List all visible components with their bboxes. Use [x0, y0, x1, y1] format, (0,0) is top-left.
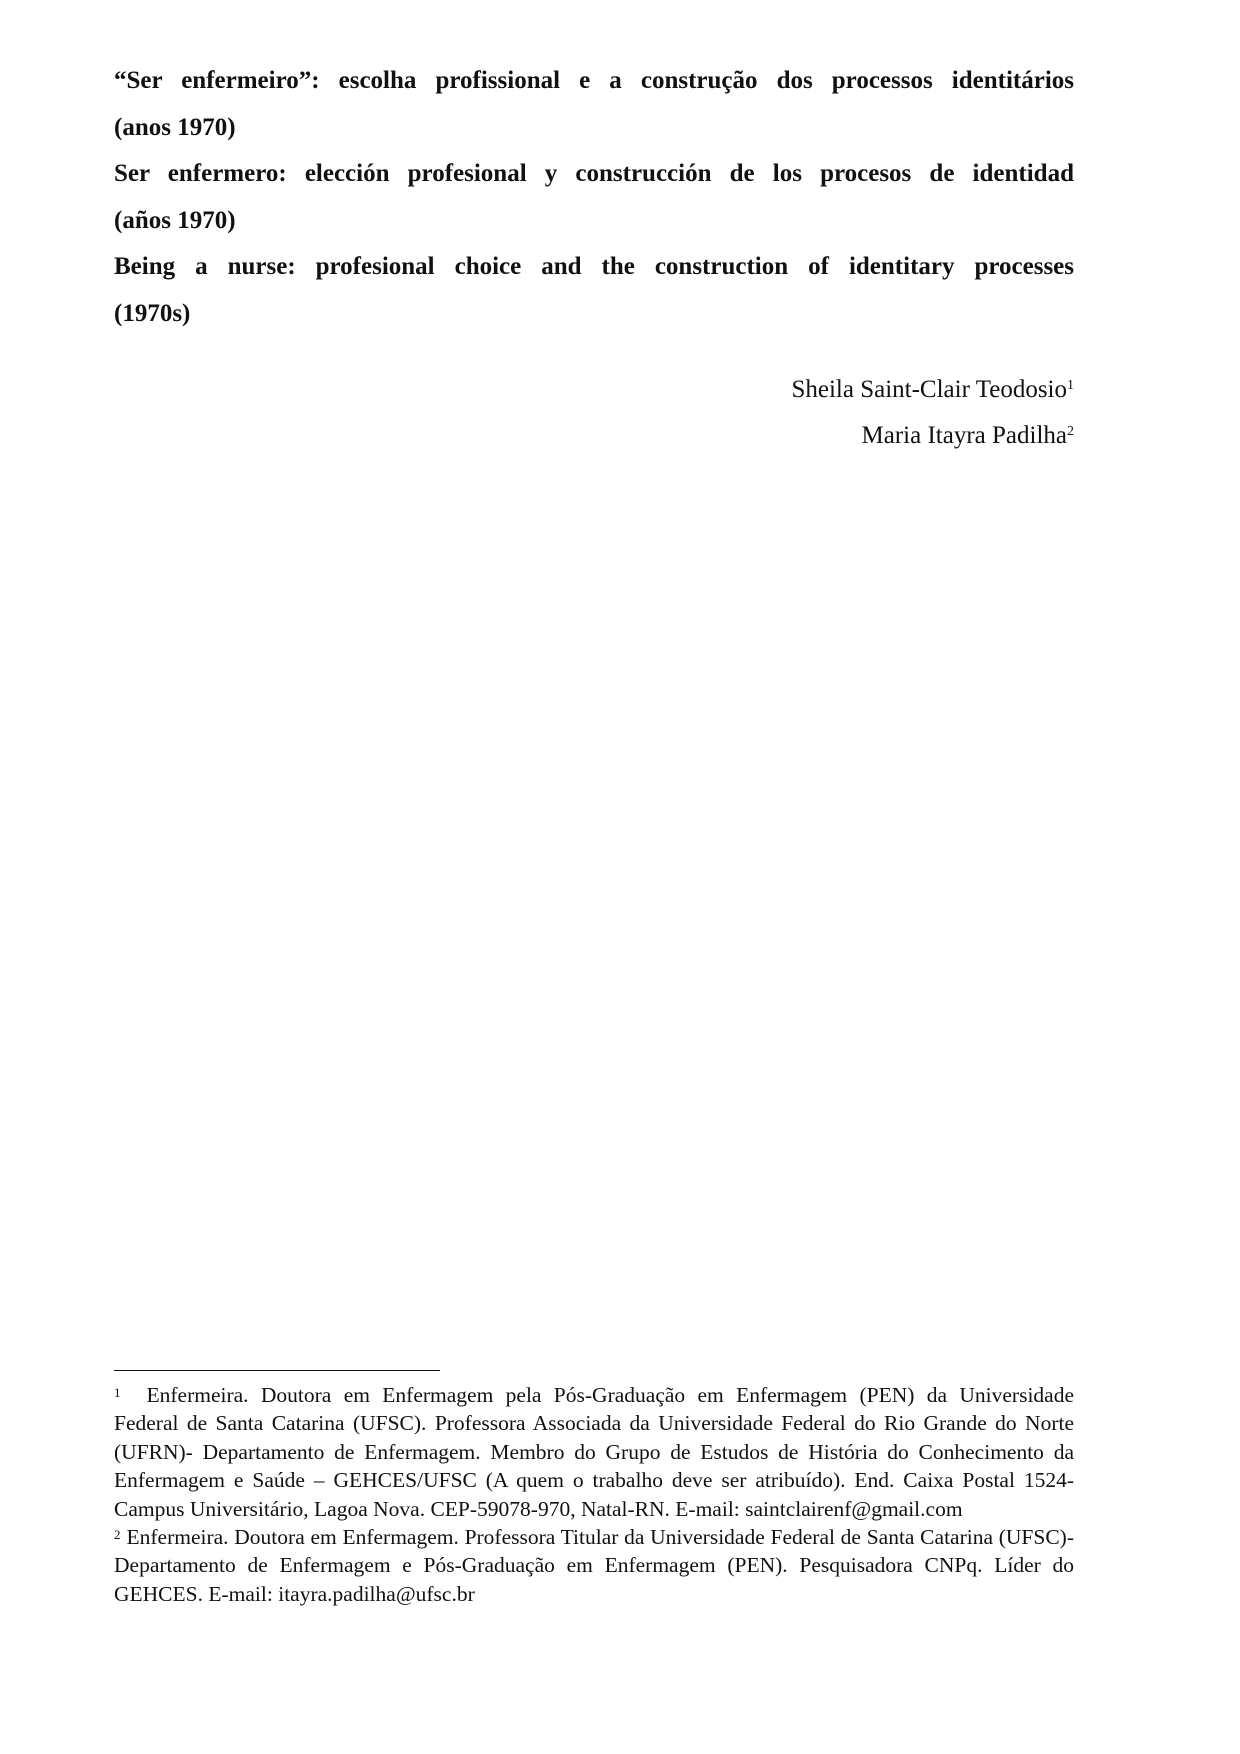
title-portuguese-line-2: (anos 1970) — [114, 113, 236, 141]
author-first — [791, 367, 1074, 413]
footnote-2-mark: 2 — [114, 1527, 121, 1543]
author-second-name: Maria Itayra Padilha — [861, 422, 1067, 449]
author-first-name: Sheila Saint-Clair Teodosio — [791, 376, 1067, 403]
title-spanish-line-1: Ser enfermero: elección profesional y construcción de los procesos de identidad — [114, 160, 1074, 187]
title-portuguese-line-1: “Ser enfermeiro”: escolha profissional e a construção dos processos identitários — [114, 67, 1074, 94]
footnote-1 — [114, 1381, 1074, 1523]
author-block — [791, 367, 1074, 459]
title-block — [114, 58, 1074, 337]
footnote-1-text: Enfermeira. Doutora em Enfermagem pela Pós-Graduação em Enfermagem (PEN) da Universidade Federal de Santa Catarina (UFSC). Professora Associada da Universidade Federal do Rio Grande do Norte (UFRN)- Departamento de Enfermagem. Membro do Grupo de Estudos de História do Conhecimento da Enfermagem e Saúde – GEHCES/UFSC (A quem o trabalho deve ser atribuído). End. Caixa Postal 1524- Campus Universitário, Lagoa Nova. CEP-59078-970, Natal-RN. E-mail: saintclairenf@gmail.com — [114, 1383, 1074, 1521]
author-second — [791, 413, 1074, 459]
title-spanish-line-2: (años 1970) — [114, 206, 236, 234]
footnote-2-text: Enfermeira. Doutora em Enfermagem. Professora Titular da Universidade Federal de Santa Catarina (UFSC)-Departamento de Enfermagem e Pós-Graduação em Enfermagem (PEN). Pesquisadora CNPq. Líder do GEHCES. E-mail: itayra.padilha@ufsc.br — [114, 1525, 1074, 1606]
footnote-2 — [114, 1523, 1074, 1608]
footnotes-block — [114, 1381, 1074, 1608]
footnote-1-mark: 1 — [114, 1385, 121, 1400]
title-english-line-1: Being a nurse: profesional choice and the construction of identitary processes — [114, 253, 1074, 280]
author-second-footnote-mark: 2 — [1067, 424, 1074, 439]
footnote-separator — [114, 1370, 440, 1371]
author-first-footnote-mark: 1 — [1067, 378, 1074, 393]
title-english-line-2: (1970s) — [114, 299, 191, 327]
